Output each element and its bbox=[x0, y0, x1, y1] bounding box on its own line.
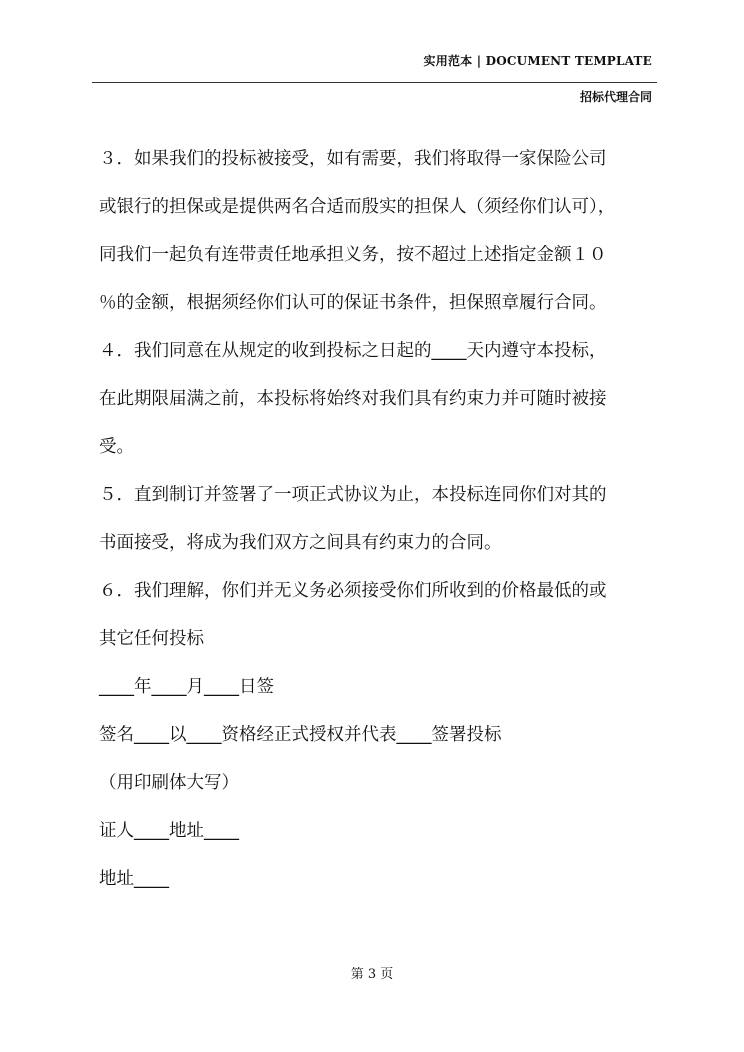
address-line: 地址____ bbox=[99, 869, 169, 889]
print-uppercase-note: （用印刷体大写） bbox=[99, 773, 239, 793]
body-line: ６．我们理解，你们并无义务必须接受你们所收到的价格最低的或 bbox=[99, 581, 607, 601]
page-number: 第 3 页 bbox=[350, 967, 394, 982]
header-divider bbox=[92, 82, 657, 83]
body-line: 其它任何投标 bbox=[99, 629, 204, 649]
body-line: 受。 bbox=[99, 437, 134, 457]
body-line: ５．直到制订并签署了一项正式协议为止，本投标连同你们对其的 bbox=[99, 485, 607, 505]
body-line: 书面接受，将成为我们双方之间具有约束力的合同。 bbox=[99, 533, 502, 553]
body-line: 同我们一起负有连带责任地承担义务，按不超过上述指定金额１０ bbox=[99, 245, 607, 265]
signature-date-line: ____年____月____日签 bbox=[99, 677, 274, 697]
document-template-brand: 实用范本 | DOCUMENT TEMPLATE bbox=[423, 54, 652, 68]
body-line: ％的金额，根据须经你们认可的保证书条件，担保照章履行合同。 bbox=[99, 293, 607, 313]
body-line: 在此期限届满之前，本投标将始终对我们具有约束力并可随时被接 bbox=[99, 389, 607, 409]
document-body bbox=[99, 140, 659, 908]
witness-address-line: 证人____地址____ bbox=[99, 821, 239, 841]
body-line: ４．我们同意在从规定的收到投标之日起的____天内遵守本投标， bbox=[99, 341, 607, 361]
document-subtitle: 招标代理合同 bbox=[579, 90, 652, 104]
body-line: ３．如果我们的投标被接受，如有需要，我们将取得一家保险公司 bbox=[99, 149, 607, 169]
body-line: 或银行的担保或是提供两名合适而殷实的担保人（须经你们认可）， bbox=[99, 197, 616, 217]
signature-authority-line: 签名____以____资格经正式授权并代表____签署投标 bbox=[99, 725, 502, 745]
